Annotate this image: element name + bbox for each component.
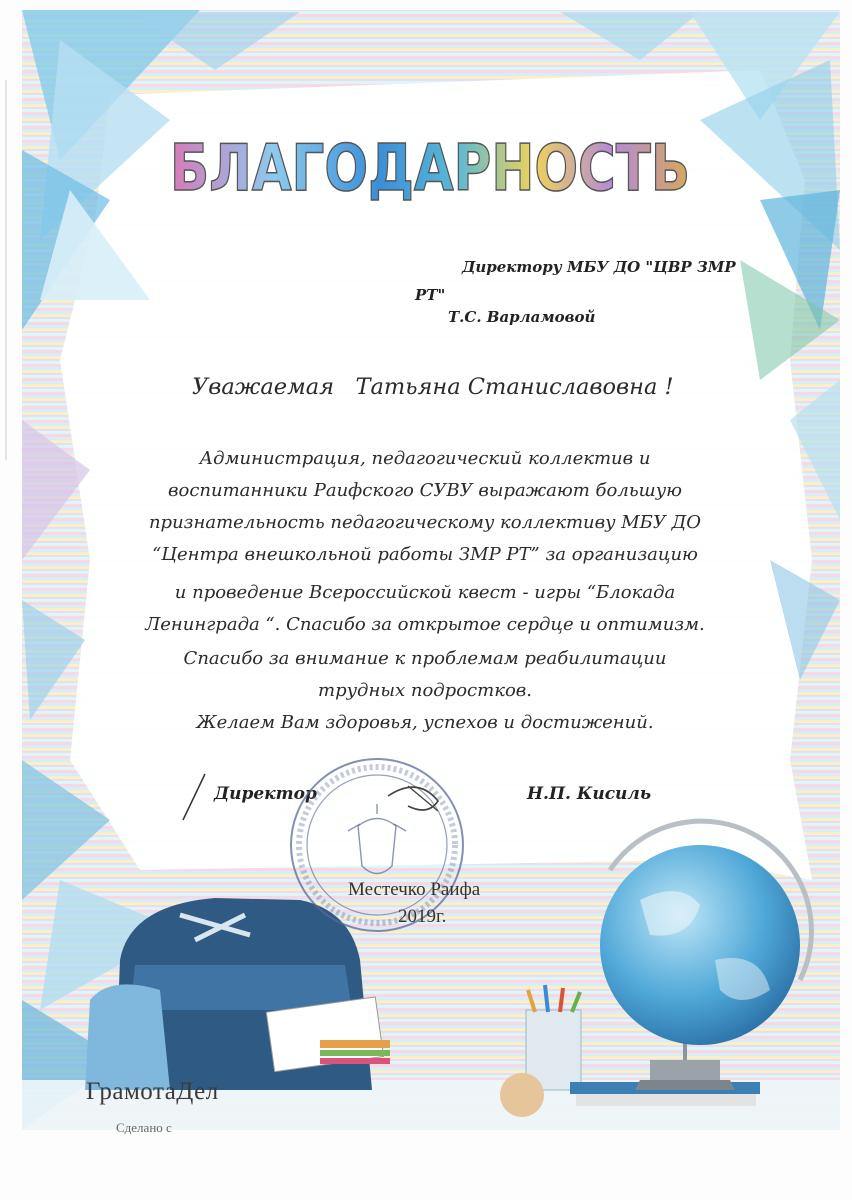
body-line: трудных подростков. [318, 680, 532, 701]
body-line: воспитанники Раифского СУВУ выражают большую [168, 480, 682, 501]
svg-text:БЛАГОДАРНОСТЬ: БЛАГОДАРНОСТЬ [170, 132, 690, 206]
body-line: Администрация, педагогический коллектив и [199, 448, 651, 469]
brand-tagline: Сделано с [116, 1120, 172, 1135]
body-line: Ленинграда “. Спасибо за открытое сердце и оптимизм. [145, 614, 705, 635]
signature-name: Н.П. Кисиль [527, 784, 652, 804]
signature-position: Директор [214, 784, 317, 804]
certificate-title [150, 118, 710, 208]
greeting: Уважаемая Татьяна Станиславовна ! [192, 374, 674, 400]
body-line: “Центра внешкольной работы ЗМР РТ” за организацию [152, 544, 698, 565]
addressee-line-2: РТ" [415, 286, 446, 304]
body-line: Желаем Вам здоровья, успехов и достижений. [196, 712, 654, 733]
place: Местечко Раифа [348, 879, 481, 900]
brand-logo: ГрамотаДел [86, 1078, 219, 1105]
year: 2019г. [398, 906, 447, 927]
addressee-name: Т.С. Варламовой [448, 308, 596, 326]
addressee-line-1: Директору МБУ ДО "ЦВР ЗМР [462, 258, 736, 276]
body-line: и проведение Всероссийской квест - игры “Блокада [174, 582, 676, 603]
body-line: признательность педагогическому коллективу МБУ ДО [148, 512, 702, 533]
apple-icon [500, 1073, 544, 1117]
body-line: Спасибо за внимание к проблемам реабилитации [183, 648, 667, 669]
